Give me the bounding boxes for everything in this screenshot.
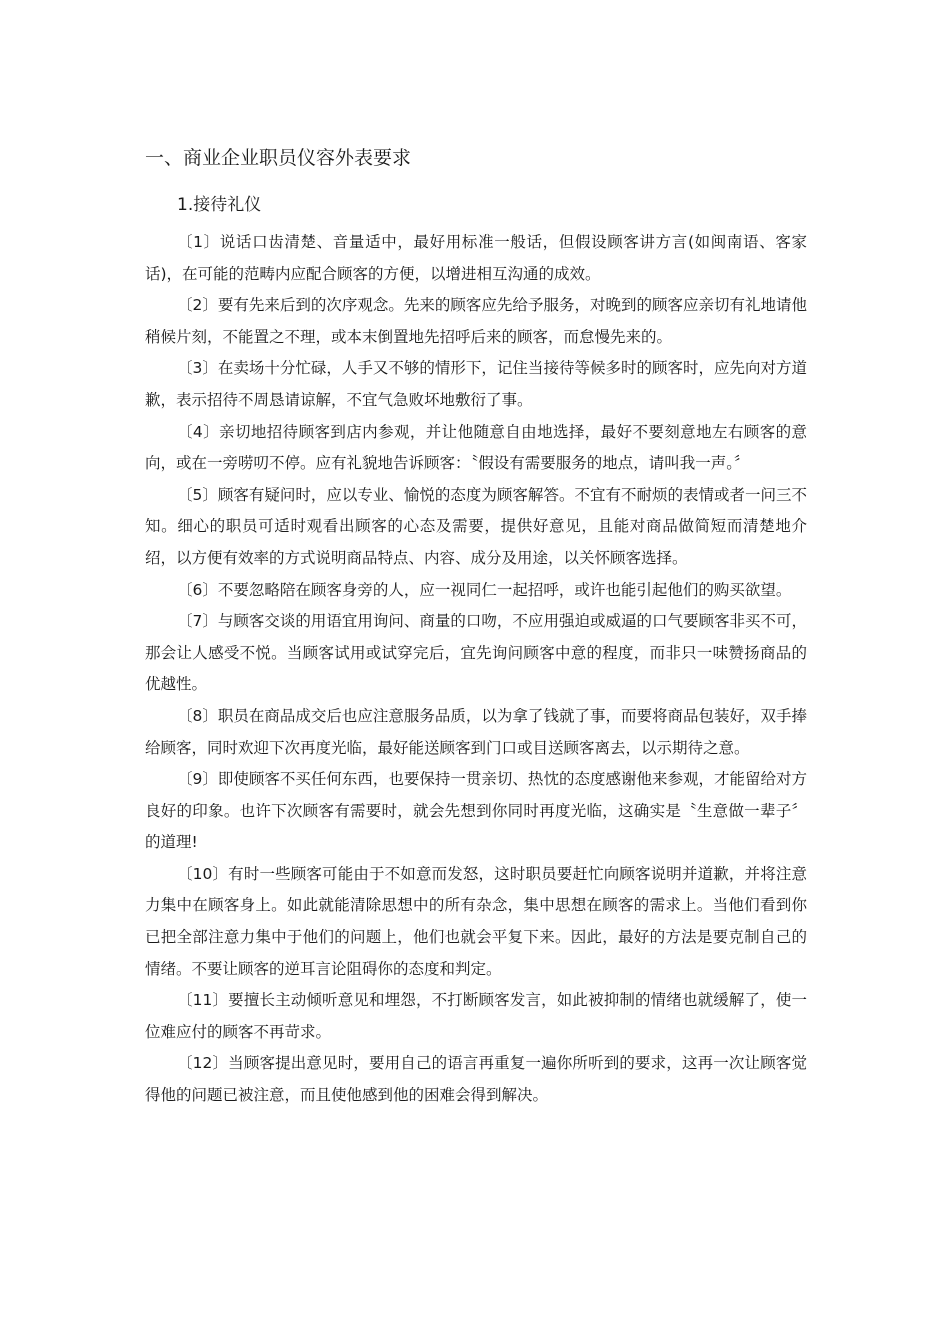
paragraph-6: 〔6〕不要忽略陪在顾客身旁的人，应一视同仁一起招呼，或许也能引起他们的购买欲望。 bbox=[177, 580, 792, 599]
paragraph-7: 〔7〕与顾客交谈的用语宜用询问、商量的口吻，不应用强迫或威逼的口气要顾客非买不可，那会让人感受不悦。当顾客试用或试穿完后，宜先询问顾客中意的程度，而非只一味赞扬商品的优越性。 bbox=[145, 612, 807, 694]
paragraph-2: 〔2〕要有先来后到的次序观念。先来的顾客应先给予服务，对晚到的顾客应亲切有礼地请他稍候片刻，不能置之不理，或本末倒置地先招呼后来的顾客，而怠慢先来的。 bbox=[145, 296, 807, 346]
body-text bbox=[145, 227, 807, 1112]
section-heading: 一、商业企业职员仪容外表要求 bbox=[145, 147, 412, 169]
paragraph-3: 〔3〕在卖场十分忙碌，人手又不够的情形下，记住当接待等候多时的顾客时，应先向对方道歉，表示招待不周恳请谅解，不宜气急败坏地敷衍了事。 bbox=[145, 359, 807, 409]
paragraph-12: 〔12〕当顾客提出意见时，要用自己的语言再重复一遍你所听到的要求，这再一次让顾客觉得他的问题已被注意，而且使他感到他的困难会得到解决。 bbox=[145, 1054, 807, 1105]
paragraph-5: 〔5〕顾客有疑问时，应以专业、愉悦的态度为顾客解答。不宜有不耐烦的表情或者一问三不知。细心的职员可适时观看出顾客的心态及需要，提供好意见，且能对商品做简短而清楚地介绍，以方便有效率的方式说明商品特点、内容、成分及用途，以关怀顾客选择。 bbox=[145, 485, 807, 567]
paragraph-10: 〔10〕有时一些顾客可能由于不如意而发怒，这时职员要赶忙向顾客说明并道歉，并将注意力集中在顾客身上。如此就能清除思想中的所有杂念，集中思想在顾客的需求上。当他们看到你已把全部注意力集中于他们的问题上，他们也就会平复下来。因此，最好的方法是要克制自己的情绪。不要让顾客的逆耳言论阻碍你的态度和判定。 bbox=[145, 864, 807, 978]
paragraph-9: 〔9〕即使顾客不买任何东西，也要保持一贯亲切、热忱的态度感谢他来参观，才能留给对方良好的印象。也许下次顾客有需要时，就会先想到你同时再度光临，这确实是〝生意做一辈子〞的道理! bbox=[145, 770, 807, 852]
subsection-heading: 1.接待礼仪 bbox=[177, 195, 262, 215]
paragraph-1: 〔1〕说话口齿清楚、音量适中，最好用标准一般话，但假设顾客讲方言(如闽南语、客家话)，在可能的范畴内应配合顾客的方便，以增进相互沟通的成效。 bbox=[145, 233, 807, 283]
paragraph-8: 〔8〕职员在商品成交后也应注意服务品质，以为拿了钱就了事，而要将商品包装好，双手捧给顾客，同时欢迎下次再度光临，最好能送顾客到门口或目送顾客离去，以示期待之意。 bbox=[145, 706, 807, 757]
paragraph-4: 〔4〕亲切地招待顾客到店内参观，并让他随意自由地选择，最好不要刻意地左右顾客的意向，或在一旁唠叨不停。应有礼貌地告诉顾客：〝假设有需要服务的地点，请叫我一声。〞 bbox=[145, 422, 807, 473]
paragraph-11: 〔11〕要擅长主动倾听意见和埋怨，不打断顾客发言，如此被抑制的情绪也就缓解了，使一位难应付的顾客不再苛求。 bbox=[145, 991, 807, 1041]
